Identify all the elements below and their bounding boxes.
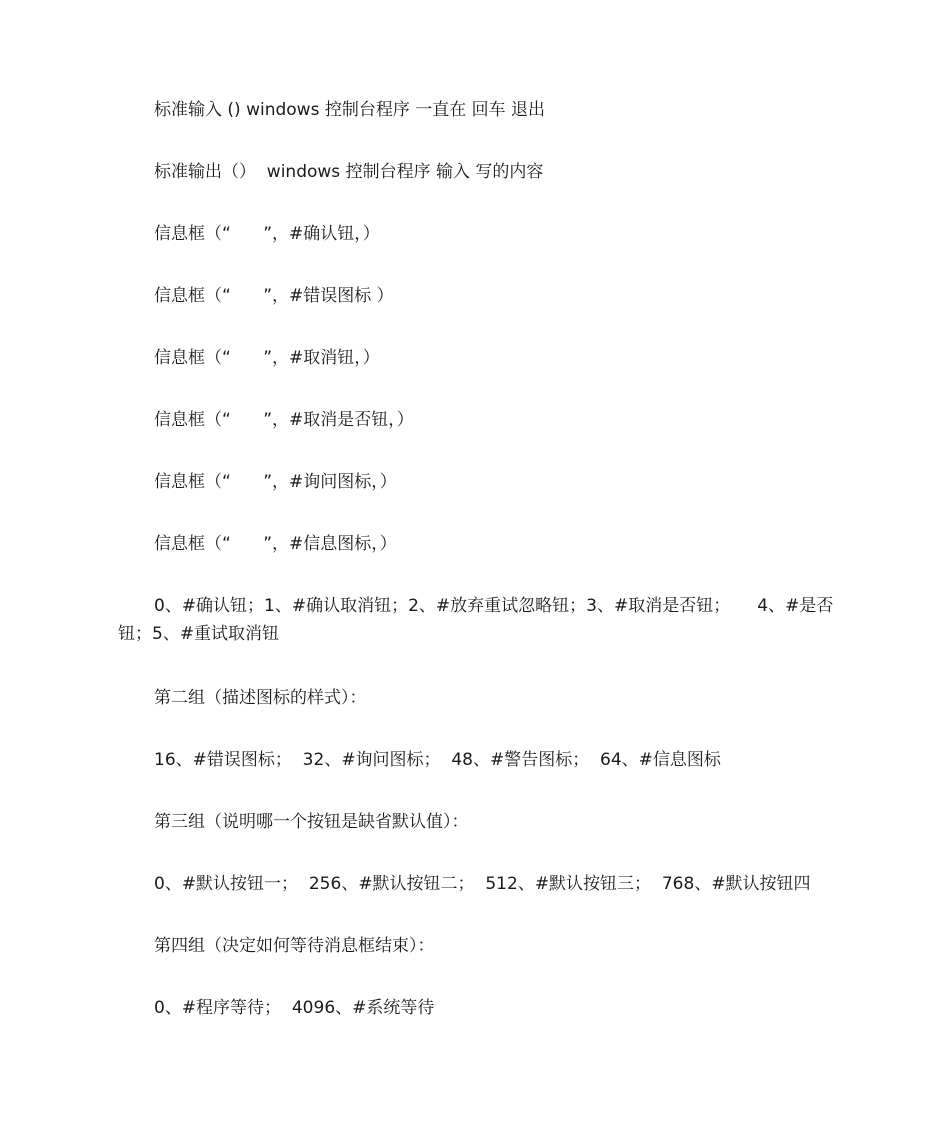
paragraph-default-buttons: 0、#默认按钮一； 256、#默认按钮二； 512、#默认按钮三； 768、#默认按钮四 — [154, 874, 811, 894]
paragraph-group-two-heading: 第二组（描述图标的样式）： — [154, 688, 367, 708]
paragraph-wait-modes: 0、#程序等待； 4096、#系统等待 — [154, 998, 435, 1018]
paragraph-msgbox-info-icon: 信息框（“ ”，#信息图标，） — [154, 534, 397, 554]
paragraph-msgbox-question-icon: 信息框（“ ”，#询问图标，） — [154, 472, 397, 492]
paragraph-group-three-heading: 第三组（说明哪一个按钮是缺省默认值）： — [154, 812, 469, 832]
paragraph-msgbox-cancel-yes-no: 信息框（“ ”，#取消是否钮，） — [154, 410, 414, 430]
paragraph-group-four-heading: 第四组（决定如何等待消息框结束）： — [154, 936, 435, 956]
paragraph-button-groups: 0、#确认钮；1、#确认取消钮；2、#放弃重试忽略钮；3、#取消是否钮； 4、#是否钮；5、#重试取消钮 — [118, 596, 834, 644]
paragraph-msgbox-confirm: 信息框（“ ”，#确认钮，） — [154, 224, 380, 244]
paragraph-stdout: 标准输出（） windows 控制台程序 输入 写的内容 — [154, 162, 544, 182]
paragraph-stdin: 标准输入 () windows 控制台程序 一直在 回车 退出 — [154, 100, 546, 120]
paragraph-msgbox-error-icon: 信息框（“ ”，#错误图标 ） — [154, 286, 394, 306]
paragraph-icon-styles: 16、#错误图标； 32、#询问图标； 48、#警告图标； 64、#信息图标 — [154, 750, 721, 770]
paragraph-msgbox-cancel: 信息框（“ ”，#取消钮，） — [154, 348, 380, 368]
